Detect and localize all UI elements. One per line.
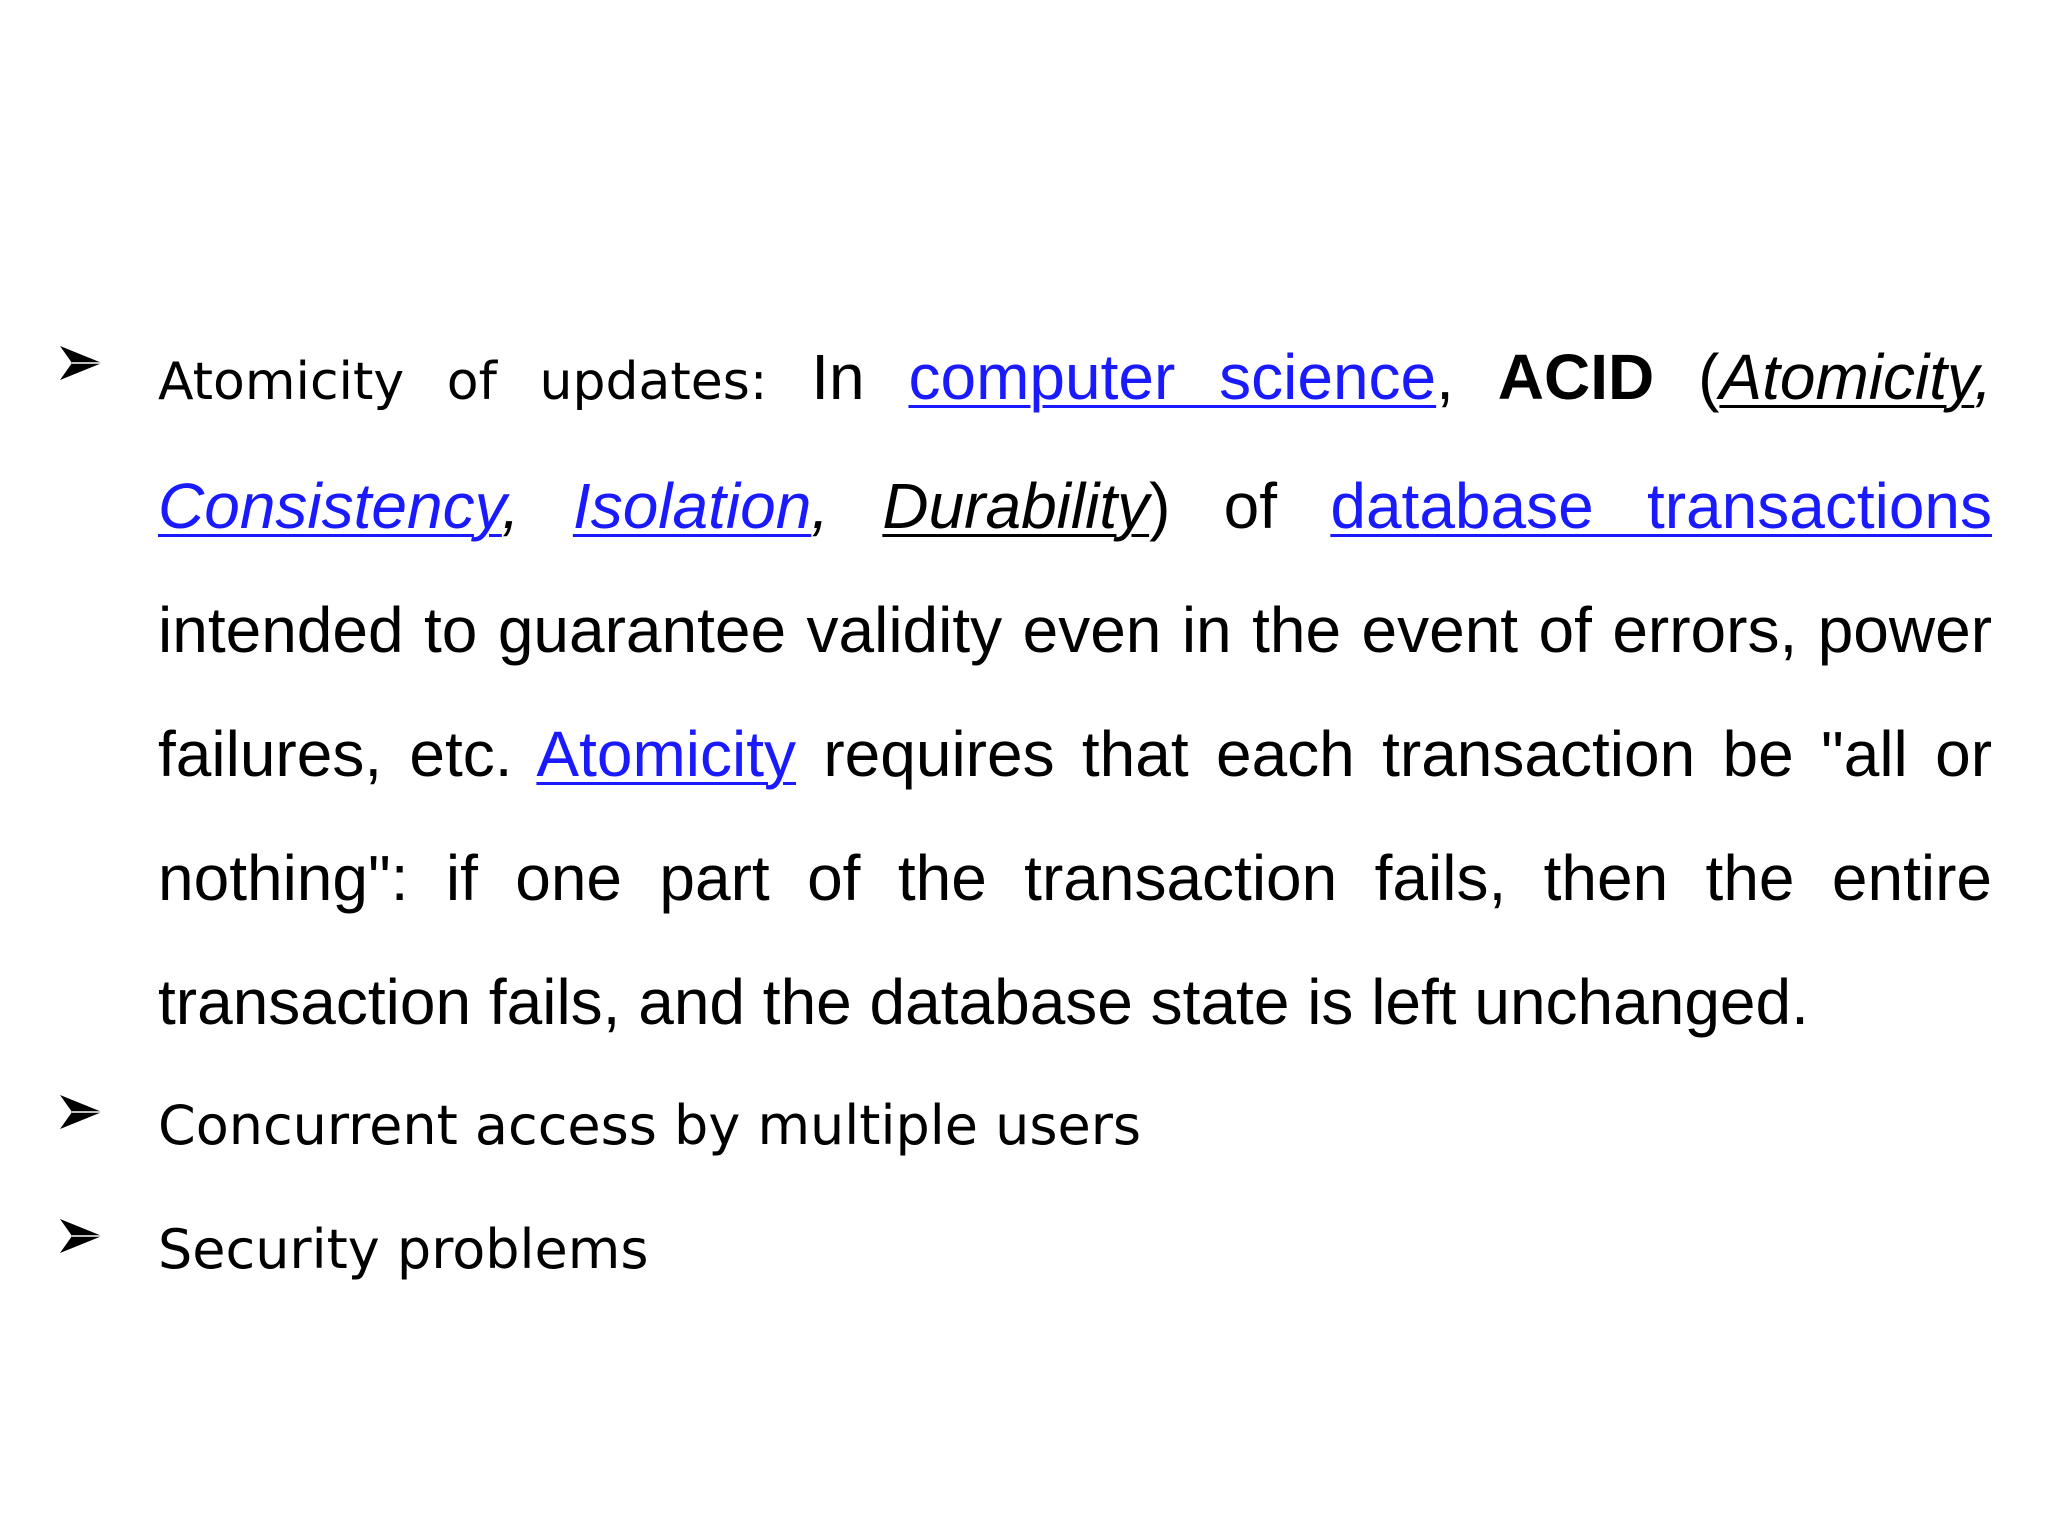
paren-close-of: ) of	[1149, 470, 1278, 542]
atomicity-paragraph	[158, 315, 1992, 1064]
comma-text: ,	[1436, 341, 1454, 413]
durability-term: Durability	[882, 470, 1150, 542]
bullet-item-security	[58, 1188, 1992, 1312]
atomicity-label: Atomicity of updates:	[158, 352, 768, 412]
arrowhead-bullet-icon	[58, 1216, 104, 1256]
bullet-list	[58, 315, 1992, 1312]
comma-text: ,	[501, 470, 520, 542]
intro-text: In	[811, 341, 865, 413]
link-atomicity[interactable]: Atomicity	[536, 718, 796, 790]
arrowhead-bullet-icon	[58, 1092, 104, 1132]
comma-text: ,	[811, 470, 830, 542]
atomicity-term: Atomicity	[1719, 341, 1975, 413]
bullet-item-atomicity	[58, 315, 1992, 1064]
link-computer-science[interactable]: computer science	[908, 341, 1437, 413]
intended-text: intended to guarantee validity even in the event of errors, power failures, etc.	[158, 594, 1992, 790]
acid-term: ACID	[1497, 341, 1655, 413]
link-isolation[interactable]: Isolation	[572, 470, 812, 542]
requires-text: requires that each transaction be "all or nothing": if one part of the transaction fails, then the entire transaction fails, and the database state is left unchanged.	[158, 718, 1993, 1038]
link-consistency[interactable]: Consistency	[158, 470, 502, 542]
paren-open: (	[1698, 341, 1720, 413]
bullet-item-concurrent-access	[58, 1064, 1992, 1188]
arrowhead-bullet-icon	[58, 343, 104, 383]
comma-text: ,	[1974, 341, 1993, 413]
link-database-transactions[interactable]: database transactions	[1330, 470, 1993, 542]
security-problems-text: Security problems	[158, 1218, 649, 1281]
concurrent-access-text: Concurrent access by multiple users	[158, 1094, 1142, 1157]
